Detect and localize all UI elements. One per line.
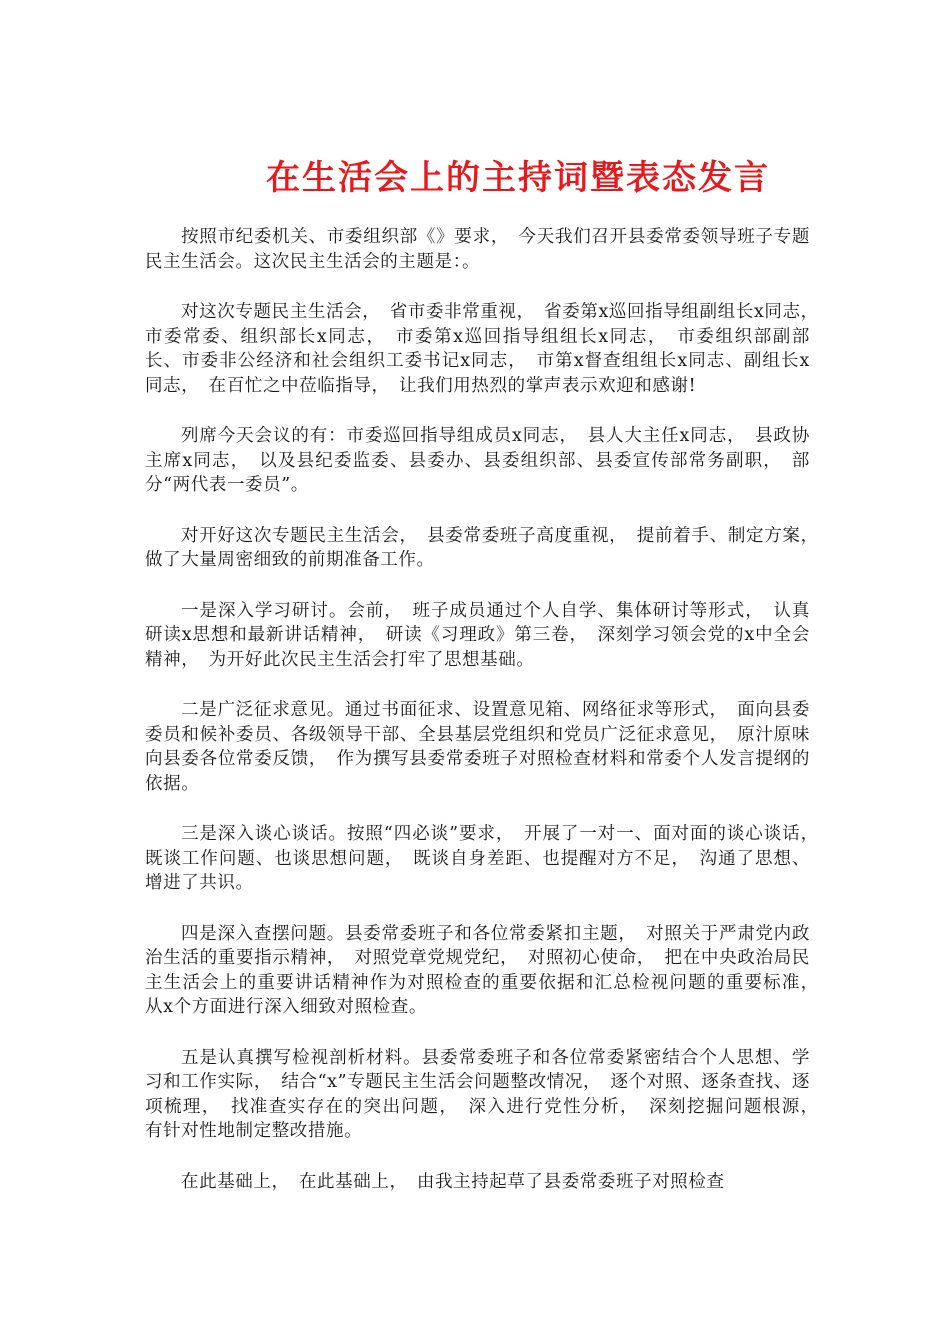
paragraph-1: 按照市纪委机关、市委组织部《》要求， 今天我们召开县委常委领导班子专题民主生活会。这次民主生活会的主题是：。 xyxy=(145,227,810,272)
paragraph-5: 一是深入学习研讨。会前， 班子成员通过个人自学、集体研讨等形式， 认真研读x思想和最新讲话精神， 研读《习理政》第三卷， 深刻学习领会党的x中全会精神， 为开好此次民主生活会打牢了思想基础。 xyxy=(145,600,810,670)
paragraph-7: 三是深入谈心谈话。按照“四必谈”要求， 开展了一对一、面对面的谈心谈话， 既谈工作问题、也谈思想问题， 既谈自身差距、也提醒对方不足， 沟通了思想、增进了共识。 xyxy=(145,824,829,893)
paragraph-9: 五是认真撰写检视剖析材料。县委常委班子和各位常委紧密结合个人思想、学习和工作实际， 结合“x”专题民主生活会问题整改情况， 逐个对照、逐条查找、逐项梳理， 找准查实存在的突出问题， 深入进行党性分析， 深刻挖掘问题根源， 有针对性地制定整改措施。 xyxy=(145,1047,829,1141)
paragraph-10: 在此基础上， 在此基础上， 由我主持起草了县委常委班子对照检查 xyxy=(181,1171,725,1192)
paragraph-6: 二是广泛征求意见。通过书面征求、设置意见箱、网络征求等形式， 面向县委委员和候补委员、各级领导干部、全县基层党组织和党员广泛征求意见， 原汁原味向县委各位常委反馈， 作为撰写县委常委班子对照检查材料和常委个人发言提纲的依据。 xyxy=(145,700,810,794)
paragraph-4: 对开好这次专题民主生活会， 县委常委班子高度重视， 提前着手、制定方案， 做了大量周密细致的前期准备工作。 xyxy=(145,525,829,570)
paragraph-8: 四是深入查摆问题。县委常委班子和各位常委紧扣主题， 对照关于严肃党内政治生活的重要指示精神， 对照党章党规党纪， 对照初心使命， 把在中央政治局民主生活会上的重要讲话精神作为对照检查的重要依据和汇总检视问题的重要标准， 从x个方面进行深入细致对照检查。 xyxy=(145,923,829,1017)
paragraph-2: 对这次专题民主生活会， 省市委非常重视， 省委第x巡回指导组副组长x同志， 市委常委、组织部长x同志， 市委第x巡回指导组组长x同志， 市委组织部副部长、市委非公经济和社会组织工委书记x同志， 市第x督查组组长x同志、副组长x同志， 在百忙之中莅临指导， 让我们用热烈的掌声表示欢迎和感谢! xyxy=(145,302,829,396)
document-body xyxy=(145,225,829,1220)
paragraph-3: 列席今天会议的有：市委巡回指导组成员x同志， 县人大主任x同志， 县政协主席x同志， 以及县纪委监委、县委办、县委组织部、县委宣传部常务副职， 部分“两代表一委员”。 xyxy=(145,426,810,495)
document-title: 在生活会上的主持词暨表态发言 xyxy=(266,158,770,198)
